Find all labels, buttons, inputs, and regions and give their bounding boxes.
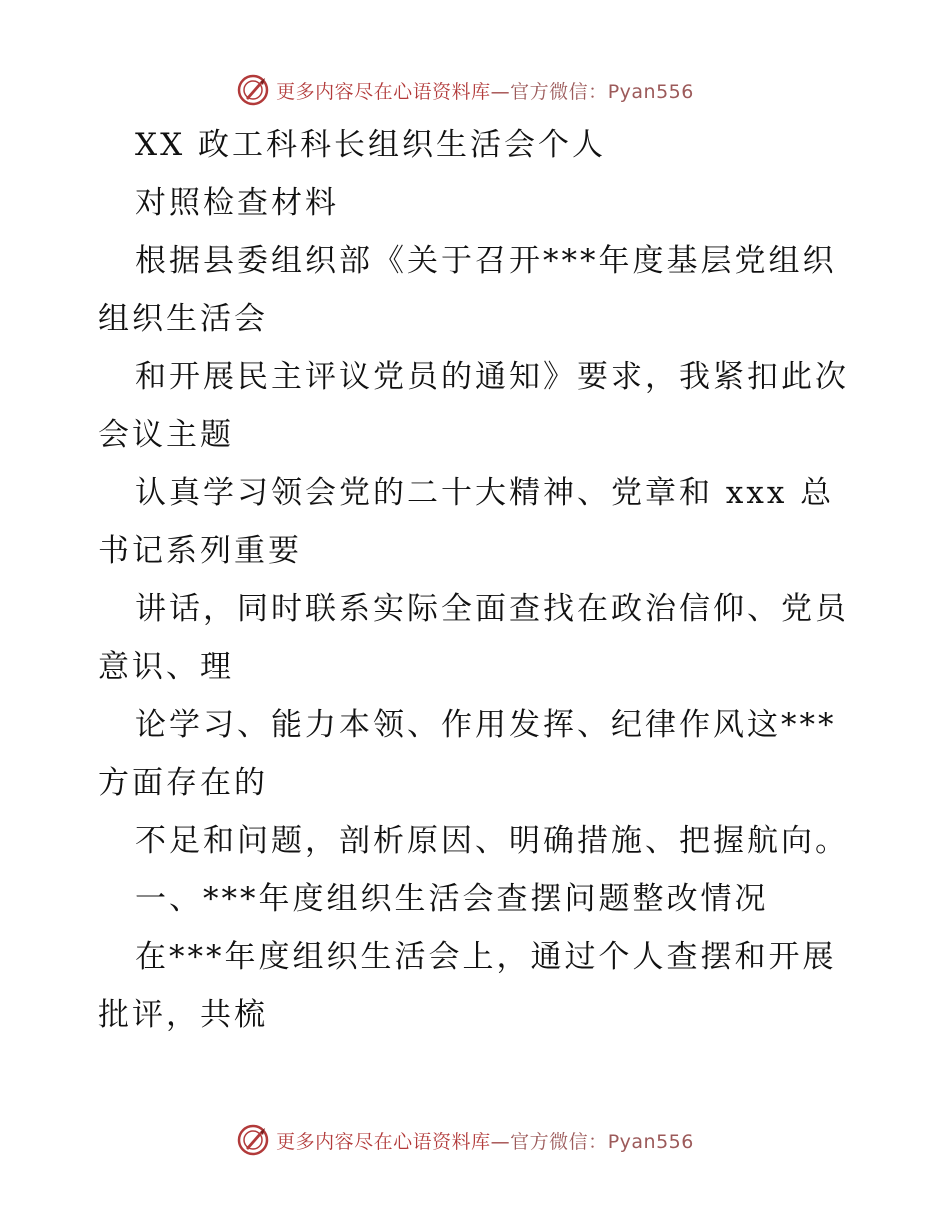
banner-separator: — [490, 80, 511, 103]
document-line: 会议主题 [98, 417, 234, 453]
banner-wechat-id: Pyan556 [607, 1130, 694, 1153]
banner-wechat-label: 官方微信： [510, 80, 608, 103]
banner-separator: — [490, 1130, 511, 1153]
document-line: 组织生活会 [98, 301, 268, 337]
document-line: 讲话，同时联系实际全面查找在政治信仰、党员 [135, 591, 849, 627]
document-line: 方面存在的 [98, 765, 268, 801]
banner-wechat-id: Pyan556 [607, 80, 694, 103]
document-line: 和开展民主评议党员的通知》要求，我紧扣此次 [135, 359, 849, 395]
document-body [98, 116, 858, 1044]
quill-seal-icon [236, 73, 270, 107]
banner-site-name: 更多内容尽在心语资料库 [276, 1130, 491, 1153]
header-banner [0, 70, 950, 110]
document-line: 认真学习领会党的二十大精神、党章和 xxx 总 [135, 475, 835, 511]
document-line: 论学习、能力本领、作用发挥、纪律作风这*** [135, 707, 837, 743]
banner-wechat-label: 官方微信： [510, 1130, 608, 1153]
document-line: 书记系列重要 [98, 533, 302, 569]
document-line: XX 政工科科长组织生活会个人 [135, 127, 606, 163]
document-line: 一、***年度组织生活会查摆问题整改情况 [135, 881, 769, 917]
document-line: 批评，共梳 [98, 997, 268, 1033]
quill-seal-icon [236, 1123, 270, 1157]
document-line: 根据县委组织部《关于召开***年度基层党组织 [135, 243, 837, 279]
document-line: 意识、理 [98, 649, 234, 685]
document-line: 不足和问题，剖析原因、明确措施、把握航向。 [135, 823, 849, 859]
footer-banner [0, 1120, 950, 1160]
document-line: 对照检查材料 [135, 185, 339, 221]
banner-site-name: 更多内容尽在心语资料库 [276, 80, 491, 103]
document-line: 在***年度组织生活会上，通过个人查摆和开展 [135, 939, 837, 975]
